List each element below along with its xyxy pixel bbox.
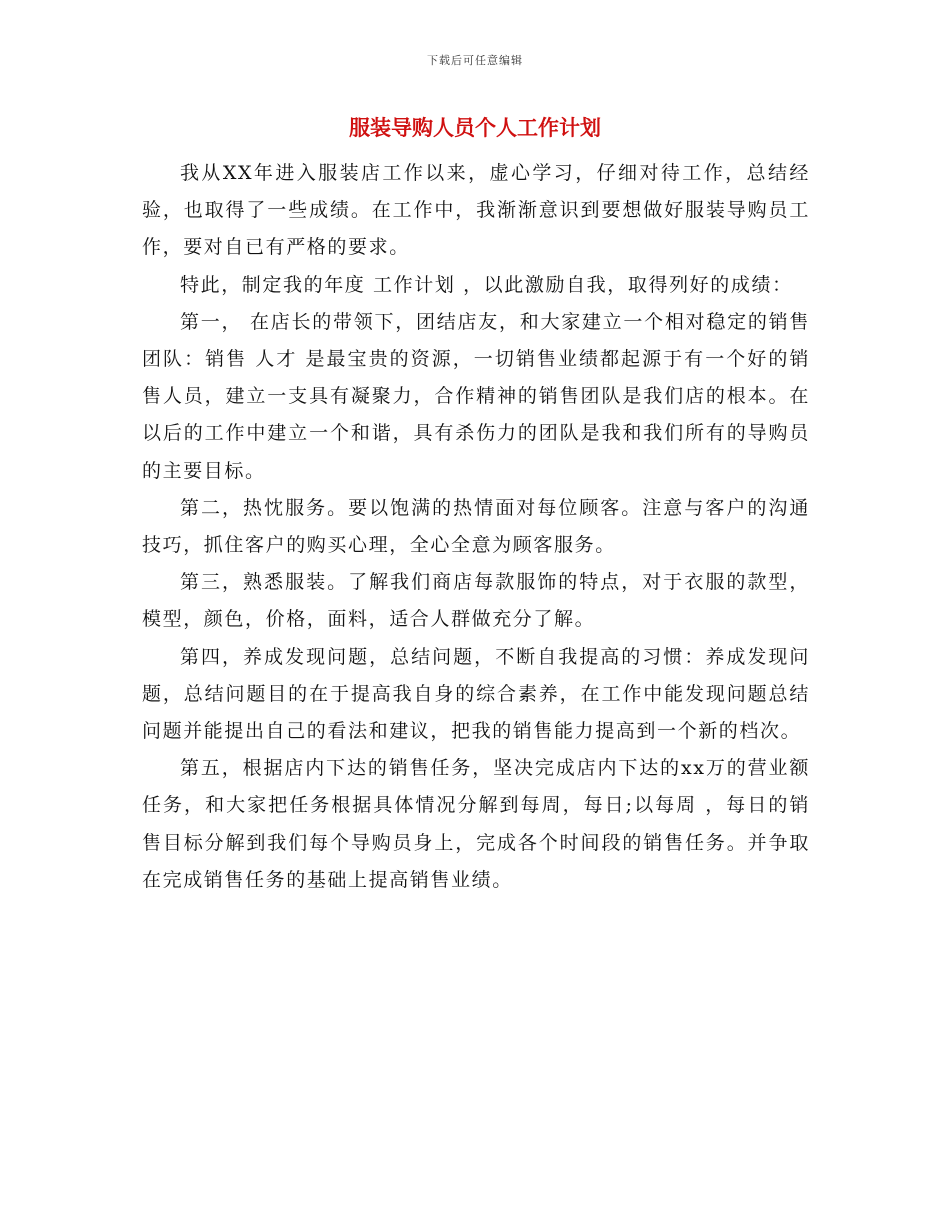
purpose-paragraph: 特此，制定我的年度 工作计划 ，以此激励自我，取得列好的成绩： bbox=[180, 273, 793, 296]
plan-item-4: 第四，养成发现问题，总结问题，不断自我提高的习惯：养成发现问题，总结问题目的在于提高我自身的综合素养，在工作中能发现问题总结问题并能提出自己的看法和建议，把我的销售能力提高到一个新的档次。 bbox=[142, 645, 810, 743]
plan-item-3: 第三，熟悉服装。了解我们商店每款服饰的特点，对于衣服的款型，模型，颜色，价格，面料，适合人群做充分了解。 bbox=[142, 571, 810, 631]
document-body bbox=[142, 155, 810, 899]
plan-item-1: 第一， 在店长的带领下，团结店友，和大家建立一个相对稳定的销售团队：销售 人才 是最宝贵的资源，一切销售业绩都起源于有一个好的销售人员，建立一支具有凝聚力，合作精神的销售团队是我们店的根本。在以后的工作中建立一个和谐，具有杀伤力的团队是我和我们所有的导购员的主要目标。 bbox=[142, 310, 810, 482]
header-note: 下载后可任意编辑 bbox=[427, 54, 523, 67]
document-title: 服装导购人员个人工作计划 bbox=[349, 116, 601, 140]
plan-item-2: 第二，热忱服务。要以饱满的热情面对每位顾客。注意与客户的沟通技巧，抓住客户的购买心理，全心全意为顾客服务。 bbox=[142, 496, 810, 557]
plan-item-5: 第五，根据店内下达的销售任务，坚决完成店内下达的xx万的营业额任务，和大家把任务根据具体情况分解到每周，每日;以每周 ，每日的销售目标分解到我们每个导购员身上，完成各个时间段的销售任务。并争取在完成销售任务的基础上提高销售业绩。 bbox=[142, 757, 810, 891]
intro-paragraph: 我从XX年进入服装店工作以来，虚心学习，仔细对待工作，总结经验，也取得了一些成绩。在工作中，我渐渐意识到要想做好服装导购员工作，要对自已有严格的要求。 bbox=[142, 162, 810, 259]
